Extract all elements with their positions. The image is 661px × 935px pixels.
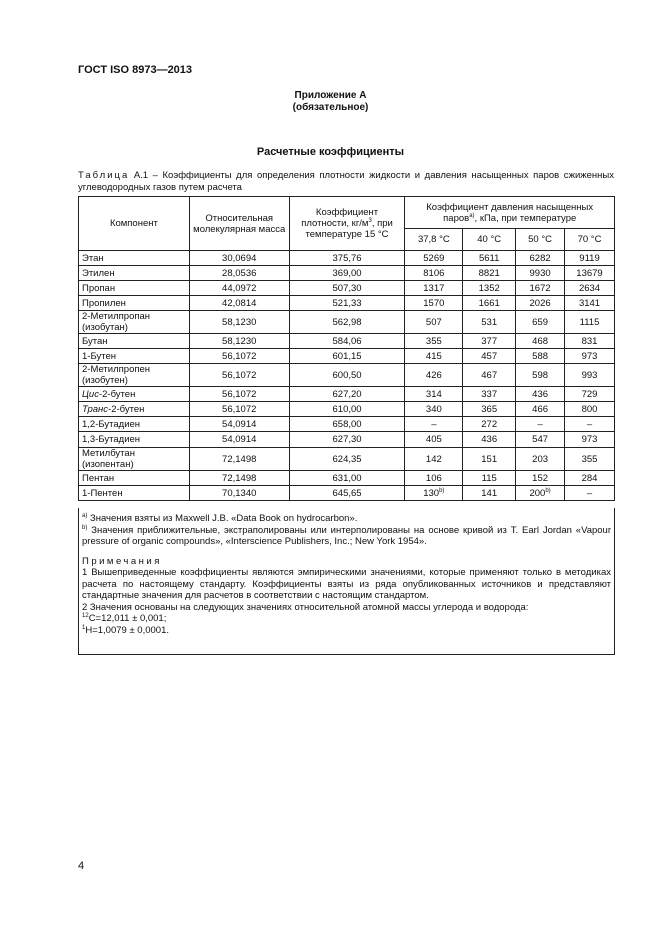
pressure-70: 973 bbox=[565, 432, 615, 448]
molar-mass: 54,0914 bbox=[189, 432, 289, 448]
pressure-37-8: 415 bbox=[405, 349, 463, 364]
header-molar-mass: Относительная молекулярная масса bbox=[189, 197, 289, 251]
pressure-50: 152 bbox=[516, 471, 565, 486]
molar-mass: 72,1498 bbox=[189, 448, 289, 471]
pressure-70: 973 bbox=[565, 349, 615, 364]
density-coefficient: 369,00 bbox=[289, 266, 405, 281]
molar-mass: 58,1230 bbox=[189, 334, 289, 349]
header-component: Компонент bbox=[79, 197, 190, 251]
table-row bbox=[79, 251, 615, 266]
note-1: 1 Вышеприведенные коэффициенты являются эмпирическими значениями, которые применяют только в методиках расчета по настоящему стандарту. Коэффициенты взяты из ряда опубликованных источников и представляют стандартные значения для расчетов в соответствии с настоящим стандартом. bbox=[82, 567, 611, 601]
header-temp-40: 40 °С bbox=[463, 229, 516, 251]
pressure-70: – bbox=[565, 486, 615, 501]
header-density: Коэффициент плотности, $кг/м^3$, при температуре 15 °С bbox=[289, 197, 405, 251]
annex-heading bbox=[0, 90, 661, 114]
pressure-40: 1352 bbox=[463, 281, 516, 296]
component-name: 2-Метилпропен (изобутен) bbox=[79, 364, 190, 387]
table-row bbox=[79, 349, 615, 364]
component-name: Этан bbox=[79, 251, 190, 266]
footnote-b: $^{b)}$ Значения приближительные, экстраполированы или интерполированы на основе кривой из T. Earl Jordan «Vapour pressure of organic compounds», «Interscience Publishers, Inc.; New York 1954». bbox=[82, 524, 611, 547]
pressure-50: 2026 bbox=[516, 296, 565, 311]
annex-subtitle: (обязательное) bbox=[292, 102, 369, 113]
notes-heading: Примечания bbox=[82, 555, 162, 567]
pressure-40: 377 bbox=[463, 334, 516, 349]
pressure-70: 993 bbox=[565, 364, 615, 387]
pressure-50: 200$^{b)}$ bbox=[516, 486, 565, 501]
note-2: 2 Значения основаны на следующих значениях относительной атомной массы углерода и водорода: bbox=[82, 601, 529, 613]
header-pressure: Коэффициент давления насыщенных паров$^{а)}$, кПа, при температуре bbox=[405, 197, 615, 229]
pressure-37-8: 355 bbox=[405, 334, 463, 349]
pressure-40: 8821 bbox=[463, 266, 516, 281]
pressure-70: 284 bbox=[565, 471, 615, 486]
component-name: Этилен bbox=[79, 266, 190, 281]
pressure-40: 337 bbox=[463, 387, 516, 402]
pressure-50: – bbox=[516, 417, 565, 432]
component-name: 2-Метилпропан (изобутан) bbox=[79, 311, 190, 334]
pressure-37-8: 8106 bbox=[405, 266, 463, 281]
table-row bbox=[79, 334, 615, 349]
pressure-70: 800 bbox=[565, 402, 615, 417]
component-name: Цис-2-бутен bbox=[79, 387, 190, 402]
pressure-40: 115 bbox=[463, 471, 516, 486]
pressure-37-8: 314 bbox=[405, 387, 463, 402]
molar-mass: 30,0694 bbox=[189, 251, 289, 266]
pressure-37-8: 426 bbox=[405, 364, 463, 387]
pressure-37-8: 1317 bbox=[405, 281, 463, 296]
table-row bbox=[79, 311, 615, 334]
pressure-40: 531 bbox=[463, 311, 516, 334]
pressure-50: 6282 bbox=[516, 251, 565, 266]
pressure-70: 13679 bbox=[565, 266, 615, 281]
component-name: Пентан bbox=[79, 471, 190, 486]
molar-mass: 42,0814 bbox=[189, 296, 289, 311]
pressure-70: 9119 bbox=[565, 251, 615, 266]
pressure-50: 466 bbox=[516, 402, 565, 417]
pressure-37-8: 142 bbox=[405, 448, 463, 471]
pressure-70: – bbox=[565, 417, 615, 432]
table-row bbox=[79, 432, 615, 448]
density-coefficient: 601,15 bbox=[289, 349, 405, 364]
table-caption bbox=[78, 170, 614, 194]
pressure-50: 547 bbox=[516, 432, 565, 448]
pressure-50: 9930 bbox=[516, 266, 565, 281]
table-row bbox=[79, 296, 615, 311]
table-row bbox=[79, 266, 615, 281]
caption-label: Таблица bbox=[78, 170, 130, 181]
component-name: 1-Бутен bbox=[79, 349, 190, 364]
density-coefficient: 375,76 bbox=[289, 251, 405, 266]
density-coefficient: 624,35 bbox=[289, 448, 405, 471]
pressure-50: 203 bbox=[516, 448, 565, 471]
pressure-40: 1661 bbox=[463, 296, 516, 311]
pressure-40: 141 bbox=[463, 486, 516, 501]
table-row bbox=[79, 281, 615, 296]
document-code: ГОСТ ISO 8973—2013 bbox=[78, 64, 193, 76]
component-name: 1,3-Бутадиен bbox=[79, 432, 190, 448]
pressure-70: 3141 bbox=[565, 296, 615, 311]
density-coefficient: 610,00 bbox=[289, 402, 405, 417]
density-coefficient: 631,00 bbox=[289, 471, 405, 486]
pressure-50: 436 bbox=[516, 387, 565, 402]
header-temp-70: 70 °С bbox=[565, 229, 615, 251]
pressure-70: 831 bbox=[565, 334, 615, 349]
pressure-50: 1672 bbox=[516, 281, 565, 296]
density-coefficient: 562,98 bbox=[289, 311, 405, 334]
pressure-50: 468 bbox=[516, 334, 565, 349]
table-row bbox=[79, 471, 615, 486]
molar-mass: 28,0536 bbox=[189, 266, 289, 281]
density-coefficient: 645,65 bbox=[289, 486, 405, 501]
pressure-40: 436 bbox=[463, 432, 516, 448]
footnote-a: $^{а)}$ Значения взяты из Maxwell J.B. «Data Book on hydrocarbon». bbox=[82, 512, 358, 524]
page-number: 4 bbox=[78, 860, 85, 872]
header-temp-37-8: 37,8 °С bbox=[405, 229, 463, 251]
molar-mass: 56,1072 bbox=[189, 349, 289, 364]
molar-mass: 44,0972 bbox=[189, 281, 289, 296]
caption-number: А.1 bbox=[133, 170, 149, 181]
pressure-37-8: 405 bbox=[405, 432, 463, 448]
density-coefficient: 521,33 bbox=[289, 296, 405, 311]
density-coefficient: 627,30 bbox=[289, 432, 405, 448]
pressure-70: 729 bbox=[565, 387, 615, 402]
pressure-70: 355 bbox=[565, 448, 615, 471]
density-coefficient: 584,06 bbox=[289, 334, 405, 349]
pressure-40: 5611 bbox=[463, 251, 516, 266]
table-footnotes-box bbox=[78, 508, 615, 655]
caption-text: – Коэффициенты для определения плотности жидкости и давления насыщенных паров сжиженных углеводородных газов путем расчета bbox=[78, 170, 615, 193]
header-temp-50: 50 °С bbox=[516, 229, 565, 251]
pressure-50: 588 bbox=[516, 349, 565, 364]
pressure-50: 659 bbox=[516, 311, 565, 334]
pressure-37-8: 5269 bbox=[405, 251, 463, 266]
pressure-40: 467 bbox=[463, 364, 516, 387]
component-name: 1,2-Бутадиен bbox=[79, 417, 190, 432]
table-row bbox=[79, 417, 615, 432]
component-name: Пропилен bbox=[79, 296, 190, 311]
pressure-37-8: 106 bbox=[405, 471, 463, 486]
pressure-40: 151 bbox=[463, 448, 516, 471]
molar-mass: 58,1230 bbox=[189, 311, 289, 334]
component-name: 1-Пентен bbox=[79, 486, 190, 501]
coefficients-table bbox=[78, 196, 615, 501]
pressure-37-8: 130$^{b)}$ bbox=[405, 486, 463, 501]
table-row bbox=[79, 364, 615, 387]
molar-mass: 56,1072 bbox=[189, 387, 289, 402]
pressure-40: 365 bbox=[463, 402, 516, 417]
pressure-37-8: 507 bbox=[405, 311, 463, 334]
annex-title: Приложение А bbox=[294, 90, 367, 101]
density-coefficient: 627,20 bbox=[289, 387, 405, 402]
table-row bbox=[79, 402, 615, 417]
molar-mass: 54,0914 bbox=[189, 417, 289, 432]
pressure-37-8: – bbox=[405, 417, 463, 432]
pressure-40: 457 bbox=[463, 349, 516, 364]
carbon-mass: $^{12}$C=12,011 ± 0,001; bbox=[82, 612, 167, 624]
pressure-37-8: 1570 bbox=[405, 296, 463, 311]
table-row bbox=[79, 448, 615, 471]
pressure-37-8: 340 bbox=[405, 402, 463, 417]
pressure-40: 272 bbox=[463, 417, 516, 432]
component-name: Пропан bbox=[79, 281, 190, 296]
molar-mass: 70,1340 bbox=[189, 486, 289, 501]
molar-mass: 72,1498 bbox=[189, 471, 289, 486]
density-coefficient: 600,50 bbox=[289, 364, 405, 387]
table-row bbox=[79, 387, 615, 402]
pressure-70: 2634 bbox=[565, 281, 615, 296]
hydrogen-mass: $^1$H=1,0079 ± 0,0001. bbox=[82, 624, 169, 636]
table-row bbox=[79, 486, 615, 501]
molar-mass: 56,1072 bbox=[189, 402, 289, 417]
component-name: Бутан bbox=[79, 334, 190, 349]
density-coefficient: 507,30 bbox=[289, 281, 405, 296]
component-name: Транс-2-бутен bbox=[79, 402, 190, 417]
section-title: Расчетные коэффициенты bbox=[256, 146, 405, 158]
density-coefficient: 658,00 bbox=[289, 417, 405, 432]
molar-mass: 56,1072 bbox=[189, 364, 289, 387]
pressure-70: 1115 bbox=[565, 311, 615, 334]
component-name: Метилбутан (изопентан) bbox=[79, 448, 190, 471]
pressure-50: 598 bbox=[516, 364, 565, 387]
